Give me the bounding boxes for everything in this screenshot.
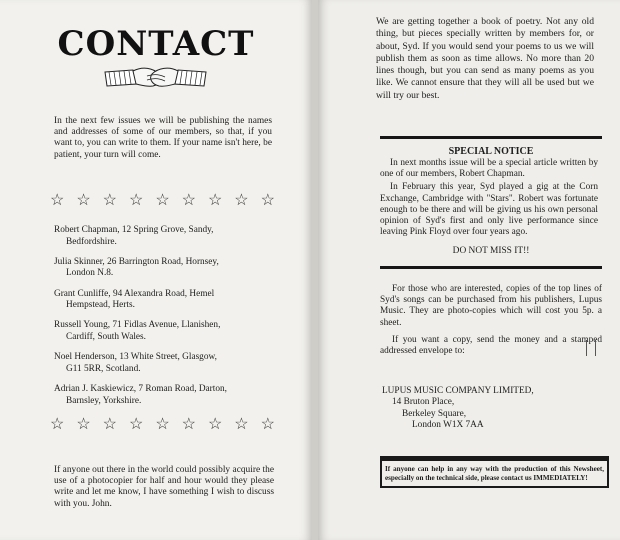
list-item	[54, 384, 276, 407]
address-company: LUPUS MUSIC COMPANY LIMITED,	[382, 386, 534, 396]
member-town: Barnsley, Yorkshire.	[66, 395, 142, 406]
member-name-street: Russell Young, 71 Fidlas Avenue, Llanishen,	[54, 320, 221, 331]
list-item	[54, 257, 276, 280]
member-town: Bedfordshire.	[66, 236, 117, 247]
divider-rule	[380, 136, 602, 139]
star-icon: ☆	[50, 192, 65, 209]
lupus-paragraph: For those who are interested, copies of the top lines of Syd's songs can be purchased from his publishers, Lupus Music. They are photo-copies which will cost you 5p. a sheet.	[380, 284, 602, 328]
star-icon: ☆	[128, 192, 144, 209]
star-icon: ☆	[102, 192, 117, 209]
list-item	[54, 352, 276, 375]
star-icon: ☆	[102, 416, 117, 433]
stray-mark	[586, 340, 596, 356]
star-icon: ☆	[181, 192, 196, 209]
list-item	[54, 289, 276, 312]
member-town: Hempstead, Herts.	[66, 300, 135, 311]
star-icon: ☆	[50, 416, 65, 433]
lupus-paragraph: If you want a copy, send the money and a stamped addressed envelope to:	[380, 334, 602, 357]
intro-paragraph: In the next few issues we will be publishing the names and addresses of some of our members, so that, if you want to, you can write to them. If your name isn't here, be patient, your turn will come.	[54, 116, 272, 160]
star-icon: ☆	[155, 416, 170, 433]
member-name-street: Adrian J. Kaskiewicz, 7 Roman Road, Darton,	[54, 383, 227, 394]
star-divider-bottom	[50, 414, 275, 434]
member-name-street: Robert Chapman, 12 Spring Grove, Sandy,	[54, 225, 214, 235]
member-town: Cardiff, South Wales.	[66, 331, 146, 342]
notice-paragraph: In February this year, Syd played a gig at the Corn Exchange, Cambridge with "Stars". Robert was fortunate enough to be there and will be giving us his own personal opinion of Syd's first and only live performance since leaving Pink Floyd over four years ago.	[380, 182, 598, 238]
member-town: G11 5RR, Scotland.	[66, 363, 141, 374]
star-icon: ☆	[260, 192, 275, 209]
star-divider-top	[50, 190, 275, 210]
star-icon: ☆	[76, 416, 91, 433]
notice-body	[380, 158, 598, 240]
star-icon: ☆	[181, 416, 196, 433]
divider-rule	[380, 266, 602, 269]
page-title: CONTACT	[57, 24, 255, 64]
star-icon: ☆	[260, 416, 275, 433]
closing-paragraph: If anyone out there in the world could possibly acquire the use of a photocopier for half and hour would they please write and let me know, I have something I wish to discuss with you. John.	[54, 465, 274, 509]
poetry-paragraph: We are getting together a book of poetry. Not any old thing, but pieces specially written by members for, or about, Syd. If you would send your poems to us we will publish them as soon as time allows. No more than 20 lines though, but you can send as many poems as you like. We cannot ensure that they will all be used but we will try our best.	[376, 16, 594, 101]
member-list	[54, 225, 276, 416]
star-icon: ☆	[234, 416, 249, 433]
list-item	[54, 225, 276, 248]
address-street: 14 Bruton Place,	[392, 397, 455, 408]
star-icon: ☆	[155, 192, 170, 209]
notice-paragraph: In next months issue will be a special article written by one of our members, Robert Chapman.	[380, 158, 598, 180]
member-town: London N.8.	[66, 268, 114, 279]
handshake-icon	[103, 62, 208, 96]
right-page	[318, 0, 620, 540]
star-icon: ☆	[76, 192, 91, 209]
address-square: Berkeley Square,	[402, 408, 467, 419]
list-item	[54, 320, 276, 343]
help-notice-box: If anyone can help in any way with the production of this Newsheet, especially on the technical side, please contact us IMMEDIATELY!	[380, 456, 609, 488]
star-icon: ☆	[234, 192, 249, 209]
address-city: London W1X 7AA	[412, 419, 484, 430]
notice-callout: DO NOT MISS IT!!	[452, 246, 530, 256]
member-name-street: Grant Cunliffe, 94 Alexandra Road, Hemel	[54, 288, 215, 299]
postal-address	[382, 386, 534, 431]
star-icon: ☆	[128, 416, 144, 433]
member-name-street: Julia Skinner, 26 Barrington Road, Hornsey,	[54, 256, 219, 267]
star-icon: ☆	[207, 192, 223, 209]
star-icon: ☆	[207, 416, 223, 433]
member-name-street: Noel Henderson, 13 White Street, Glasgow,	[54, 352, 217, 363]
notice-heading: SPECIAL NOTICE	[448, 146, 534, 157]
lupus-section	[380, 284, 602, 363]
